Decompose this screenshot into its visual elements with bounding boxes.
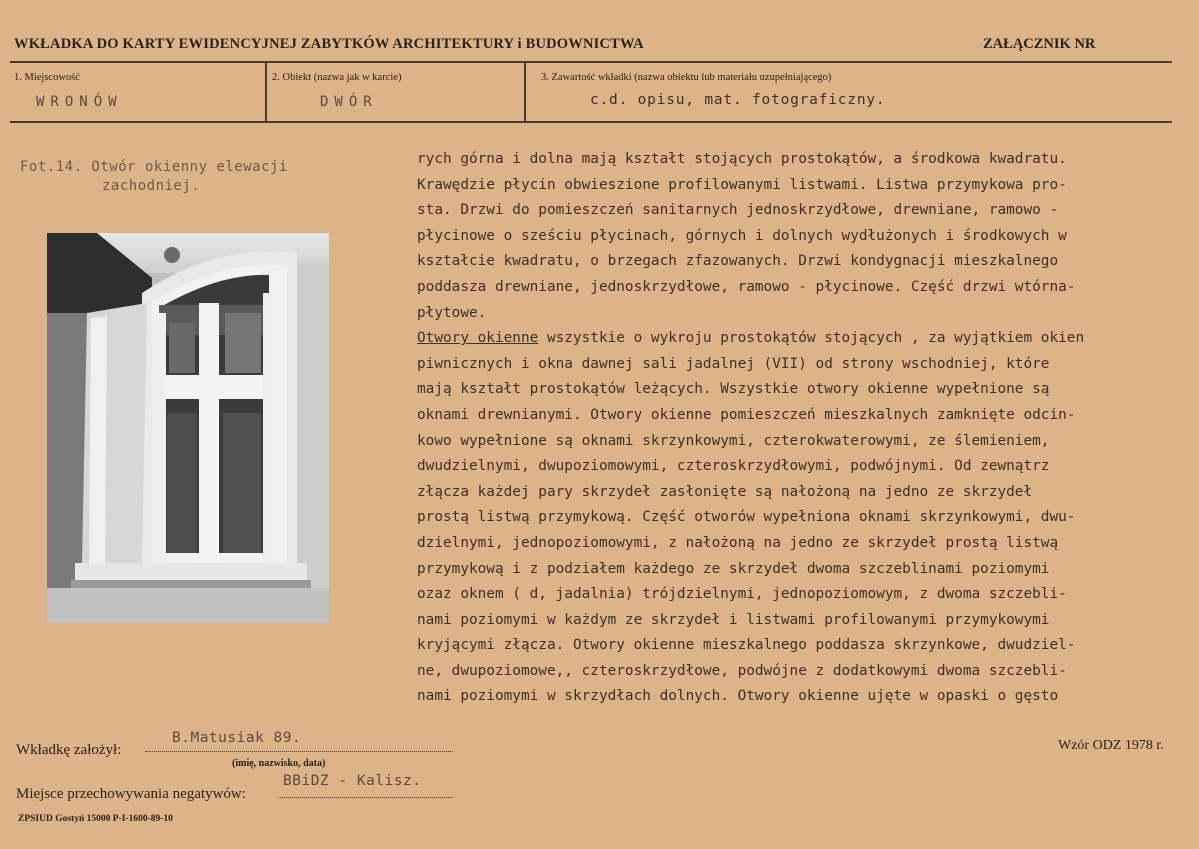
text-line: ne, dwupoziomowe,, czteroskrzydłowe, podwójne z dodatkowymi dwoma szczebli- — [417, 662, 1067, 679]
photo-caption-line-1: Fot.14. Otwór okienny elewacji — [20, 159, 288, 175]
author-label: Wkładkę założył: — [16, 742, 122, 758]
description-text — [417, 147, 1199, 710]
text-line-with-heading — [417, 326, 1199, 352]
header-rule-bottom — [10, 121, 1172, 123]
text-line: nami poziomymi w każdym ze skrzydeł i listwami profilowanymi przymykowymi — [417, 611, 1050, 628]
text-line: piwnicznych i okna dawnej sali jadalnej (VII) od strony wschodniej, które — [417, 355, 1050, 372]
storage-value: BBiDZ - Kalisz. — [283, 773, 422, 789]
content-label: 3. Zawartość wkładki (nazwa obiektu lub materiału uzupełniającego) — [541, 72, 832, 83]
text-line: kryjącymi złącza. Otwory okienne mieszkalnego poddasza skrzynkowe, dwudziel- — [417, 637, 1076, 654]
text-line: mają kształt prostokątów leżących. Wszystkie otwory okienne wypełnione są — [417, 381, 1050, 398]
place-label: 1. Miejscowość — [14, 72, 80, 83]
text-line: sta. Drzwi do pomieszczeń sanitarnych jednoskrzydłowe, drewniane, ramowo - — [417, 202, 1059, 219]
text-line: złącza każdej pary skrzydeł zasłonięte są nałożoną na jedno ze skrzydeł — [417, 483, 1033, 500]
text-line: płycinowe o sześciu płycinach, górnych i dolnych wydłużonych i środkowych w — [417, 227, 1067, 244]
text-line: przymykową i z podziałem każdego ze skrzydeł dwoma szczeblinami poziomymi — [417, 560, 1050, 577]
photo-caption-line-2: zachodniej. — [102, 178, 201, 194]
print-info: ZPSIUD Gostyń 15000 P-I-1600-89-10 — [18, 814, 173, 824]
text-line: kowo wypełnione są oknami skrzynkowymi, czterokwaterowymi, ze ślemieniem, — [417, 432, 1050, 449]
field-divider-2 — [524, 63, 526, 121]
text-line: dwudzielnymi, dwupoziomowymi, czteroskrzydłowymi, podwójnymi. Od zewnątrz — [417, 458, 1050, 475]
text-line: rych górna i dolna mają kształt stojących prostokątów, a środkowa kwadratu. — [417, 151, 1067, 167]
text-line: kształcie kwadratu, o brzegach zfazowanych. Drzwi kondygnacji mieszkalnego — [417, 253, 1059, 270]
text-line: płytowe. — [417, 304, 487, 321]
object-value: DWÓR — [320, 94, 378, 110]
form-model: Wzór ODZ 1978 r. — [1058, 738, 1164, 753]
attachment-number-label: ZAŁĄCZNIK NR — [983, 36, 1096, 52]
text-line-rest: wszystkie o wykroju prostokątów stojących , za wyjątkiem okien — [538, 330, 1085, 347]
form-title: WKŁADKA DO KARTY EWIDENCYJNEJ ZABYTKÓW ARCHITEKTURY i BUDOWNICTWA — [14, 36, 644, 52]
section-heading: Otwory okienne — [417, 330, 539, 347]
text-line: prostą listwą przymykową. Część otworów wypełniona oknami skrzynkowymi, dwu- — [417, 509, 1076, 526]
place-value: WRONÓW — [36, 94, 123, 110]
photo-caption — [20, 158, 340, 196]
author-dotted-line — [145, 751, 453, 752]
text-line: Krawędzie płycin obwieszione profilowanymi listwami. Listwa przymykowa pro- — [417, 176, 1067, 193]
author-hint: (imię, nazwisko, data) — [232, 758, 326, 769]
text-line: nami poziomymi w skrzydłach dolnych. Otwory okienne ujęte w opaski o gęsto — [417, 688, 1059, 705]
text-line: ozaz oknem ( d, jadalnia) trójdzielnymi, jednopoziomowym, z dwoma szczebli- — [417, 586, 1067, 603]
window-photo — [47, 233, 329, 623]
text-line: dzielnymi, jednopoziomowymi, z nałożoną na jedno ze skrzydeł prostą listwą — [417, 534, 1059, 551]
header-rule-top — [10, 61, 1172, 63]
field-divider-1 — [265, 63, 267, 121]
window-photo-image — [47, 233, 329, 623]
object-label: 2. Obiekt (nazwa jak w karcie) — [272, 72, 402, 83]
text-line: oknami drewnianymi. Otwory okienne pomieszczeń mieszkalnych zamknięte odcin- — [417, 406, 1076, 423]
author-value: B.Matusiak 89. — [172, 730, 302, 746]
storage-dotted-line — [278, 797, 453, 798]
content-value: c.d. opisu, mat. fotograficzny. — [590, 92, 886, 108]
storage-label: Miejsce przechowywania negatywów: — [16, 786, 246, 802]
text-line: poddasza drewniane, jednoskrzydłowe, ramowo - płycinowe. Część drzwi wtórna- — [417, 278, 1076, 295]
